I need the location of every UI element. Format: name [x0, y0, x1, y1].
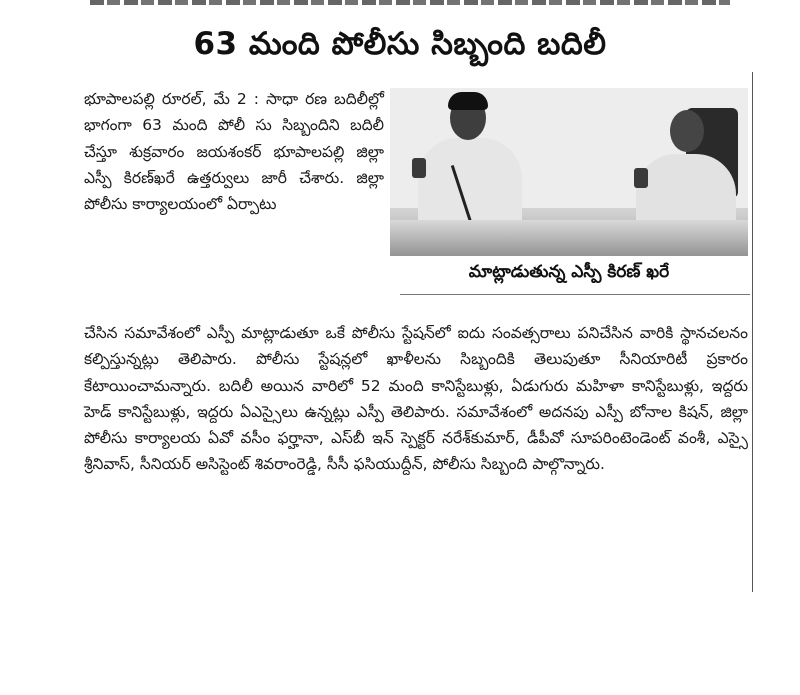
- article-lead-text: భూపాలపల్లి రూరల్, మే 2 : సాధా రణ బదిలీల్లో భాగంగా 63 మంది పోలీ సు సిబ్బందిని బదిలీ చేస్తూ శుక్రవారం జయశంకర్ భూపాలపల్లి జిల్లా ఎస్పీ కిరణ్‌ఖరే ఉత్తర్వులు జారీ చేశారు. జిల్లా పోలీసు కార్యాలయంలో ఏర్పాటు: [84, 90, 384, 214]
- caption-divider: [400, 294, 750, 295]
- article-body-paragraph: [84, 320, 748, 478]
- previous-article-edge: [90, 0, 730, 7]
- photo-caption: మాట్లాడుతున్న ఎస్పీ కిరణ్ ఖరే: [468, 262, 670, 282]
- news-photo: [390, 88, 748, 256]
- article-lead-paragraph: [84, 86, 384, 217]
- article-body-text: చేసిన సమావేశంలో ఎస్పీ మాట్లాడుతూ ఒకే పోలీసు స్టేషన్‌లో ఐదు సంవత్సరాలు పనిచేసిన వారికి స్థానచలనం కల్పిస్తున్నట్లు తెలిపారు. పోలీసు స్టేషన్లలో ఖాళీలను సిబ్బందికి తెలుపుతూ సీనియారిటీ ప్రకారం కేటాయించామన్నారు. బదిలీ అయిన వారిలో 52 మంది కానిస్టేబుళ్లు, ఏడుగురు మహిళా కానిస్టేబుళ్లు, ఇద్దరు హెడ్ కానిస్టేబుళ్లు, ఇద్దరు ఏఎస్సైలు ఉన్నట్లు ఎస్పీ తెలిపారు. సమావేశంలో అదనపు ఎస్పీ బోనాల కిషన్, జిల్లా పోలీసు కార్యాలయ ఏవో వసీం ఫర్హానా, ఎస్‌బీ ఇన్ స్పెక్టర్ నరేశ్‌కుమార్, డీపీవో సూపరింటెండెంట్ వంశీ, ఎస్సై శ్రీనివాస్, సీనియర్ అసిస్టెంట్ శివరాంరెడ్డి, సీసీ ఫసియుద్దీన్, పోలీసు సిబ్బంది పాల్గొన్నారు.: [84, 324, 748, 474]
- article-headline: 63 మంది పోలీసు సిబ్బంది బదిలీ: [193, 26, 607, 62]
- column-rule: [752, 72, 753, 592]
